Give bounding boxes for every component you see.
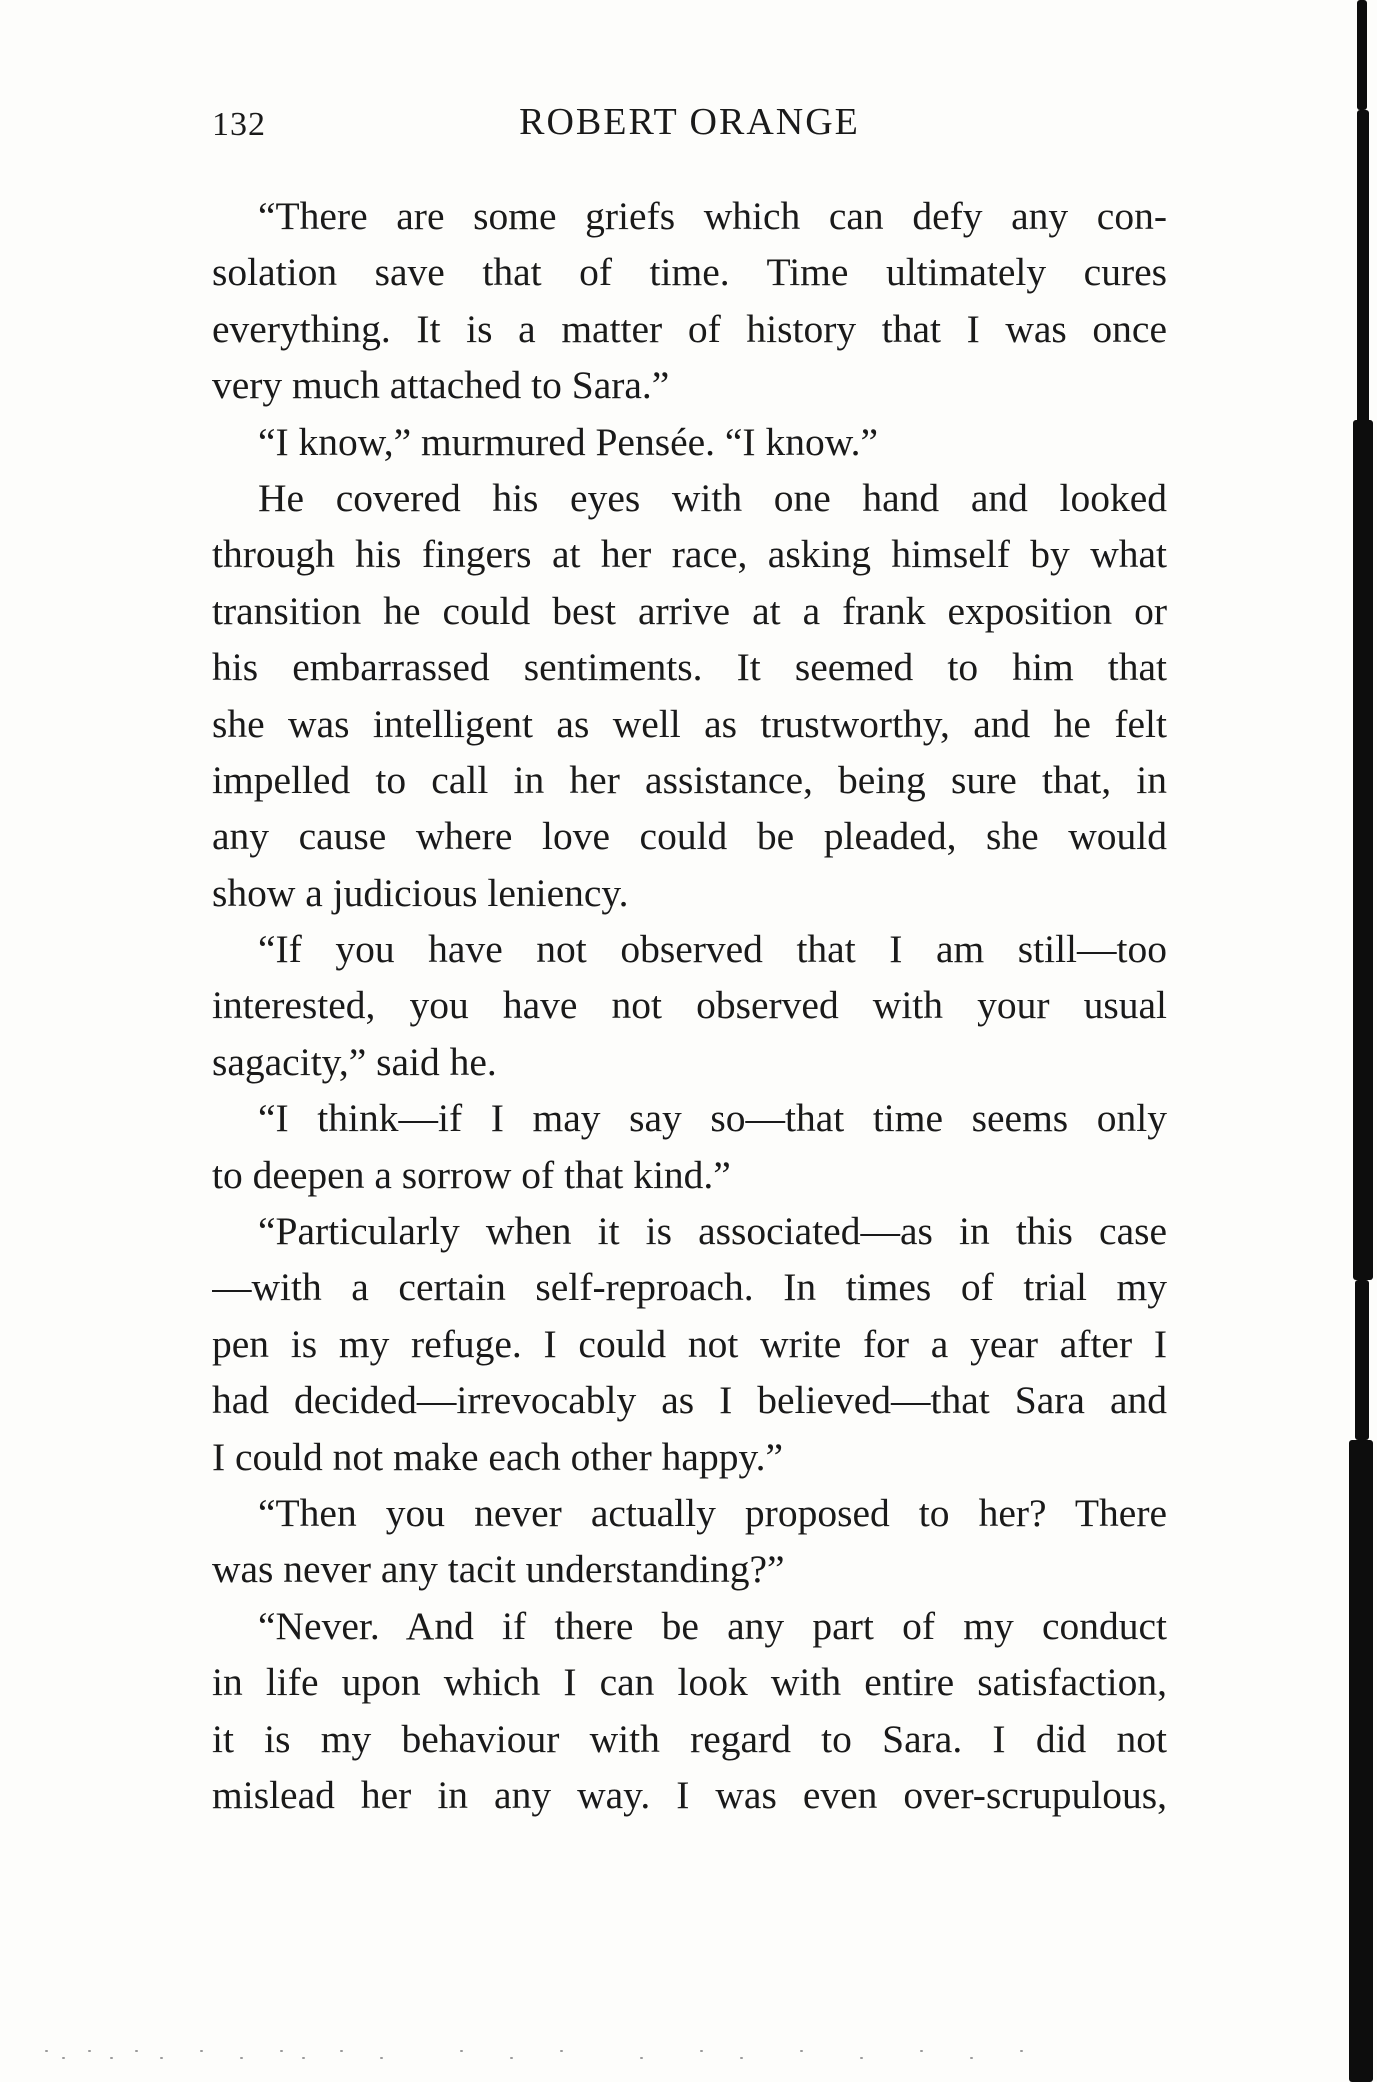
- text-line: He covered his eyes with one hand and looked: [258, 475, 1167, 520]
- text-line: his embarrassed sentiments. It seemed to him that: [212, 645, 1167, 690]
- text-line: in life upon which I can look with entire satisfaction,: [212, 1660, 1167, 1705]
- text-line: very much attached to Sara.”: [212, 363, 670, 408]
- text-line: through his fingers at her race, asking himself by what: [212, 532, 1167, 577]
- text-line: was never any tacit understanding?”: [212, 1547, 785, 1592]
- text-line: any cause where love could be pleaded, she would: [212, 814, 1167, 859]
- text-line: to deepen a sorrow of that kind.”: [212, 1152, 731, 1197]
- running-title: ROBERT ORANGE: [519, 101, 860, 143]
- text-line: “I know,” murmured Pensée. “I know.”: [258, 419, 879, 464]
- text-line: sagacity,” said he.: [212, 1039, 497, 1084]
- page-number: 132: [212, 106, 266, 143]
- paper-specks: [40, 2050, 1040, 2070]
- text-line: “Then you never actually proposed to her? There: [258, 1490, 1167, 1535]
- text-line: pen is my refuge. I could not write for a year after I: [212, 1321, 1167, 1366]
- text-line: interested, you have not observed with your usual: [212, 983, 1167, 1028]
- text-line: had decided—irrevocably as I believed—that Sara and: [212, 1378, 1167, 1423]
- text-line: transition he could best arrive at a frank exposition or: [212, 588, 1167, 633]
- text-line: —with a certain self-reproach. In times of trial my: [212, 1265, 1167, 1310]
- text-line: “Particularly when it is associated—as in this case: [258, 1209, 1167, 1254]
- text-line: “I think—if I may say so—that time seems only: [258, 1096, 1167, 1141]
- running-head: [212, 100, 1167, 150]
- text-line: “There are some griefs which can defy any con-: [258, 194, 1167, 238]
- text-line: mislead her in any way. I was even over-scrupulous,: [212, 1772, 1167, 1817]
- text-line: it is my behaviour with regard to Sara. I did not: [212, 1716, 1167, 1761]
- text-line: solation save that of time. Time ultimately cures: [212, 250, 1167, 295]
- text-line: she was intelligent as well as trustworthy, and he felt: [212, 701, 1167, 746]
- text-line: I could not make each other happy.”: [212, 1434, 784, 1479]
- text-line: impelled to call in her assistance, being sure that, in: [212, 757, 1167, 802]
- text-line: show a judicious leniency.: [212, 870, 629, 915]
- body-text: [212, 188, 1167, 1823]
- text-line: “Never. And if there be any part of my conduct: [258, 1603, 1167, 1648]
- binding-edge-shadow: [1321, 0, 1377, 2082]
- text-line: “If you have not observed that I am still—too: [258, 927, 1167, 972]
- text-line: everything. It is a matter of history that I was once: [212, 306, 1167, 351]
